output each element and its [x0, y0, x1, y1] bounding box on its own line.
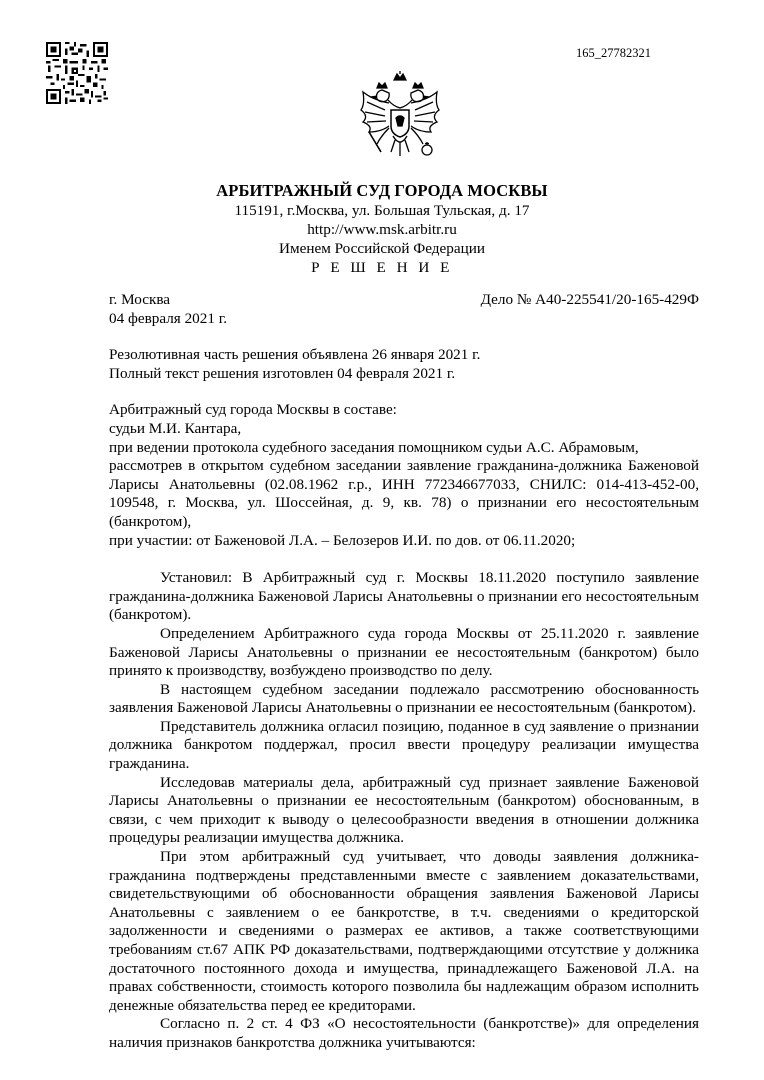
resolution-line: Резолютивная часть решения объявлена 26 января 2021 г.	[109, 346, 481, 364]
court-website: http://www.msk.arbitr.ru	[307, 221, 457, 238]
fulltext-line: Полный текст решения изготовлен 04 февраля 2021 г.	[109, 364, 456, 382]
paragraph: Исследовав материалы дела, арбитражный суд признает заявление Баженовой Ларисы Анатольевны о признании ее несостоятельным (банкротом) обоснованным, в связи, с чем приходит к выводу о целесообразности введения в отношении должника процедуры реализации имущества должника.	[109, 773, 699, 847]
city: г. Москва	[109, 291, 171, 308]
paragraph: Установил: В Арбитражный суд г. Москвы 18.11.2020 поступило заявление гражданина-должника Баженовой Ларисы Анатольевны о признании его несостоятельным (банкротом).	[109, 569, 699, 624]
paragraph: В настоящем судебном заседании подлежало рассмотрению обоснованность заявления Баженовой Ларисы Анатольевны о признании ее несостоятельным (банкротом).	[109, 680, 699, 717]
court-address: 115191, г.Москва, ул. Большая Тульская, д. 17	[234, 202, 530, 219]
city-case-row	[109, 291, 699, 310]
decision-date: 04 февраля 2021 г.	[109, 309, 228, 327]
composition-line: рассмотрев в открытом судебном заседании заявление гражданина-должника Баженовой Ларисы Анатольевны (02.08.1962 г.р., ИНН 772346677033, СНИЛС: 014-413-452-00, 109548, г. Москва, ул. Шоссейная, д. 9, кв. 78) о признании его несостоятельным (банкротом),	[109, 457, 699, 530]
paragraph: Согласно п. 2 ст. 4 ФЗ «О несостоятельности (банкротстве)» для определения наличия признаков банкротства должника учитываются:	[109, 1015, 699, 1051]
decision-title: Р Е Ш Е Н И Е	[311, 259, 453, 276]
paragraph: При этом арбитражный суд учитывает, что доводы заявления должника-гражданина подтверждены представленными вместе с заявлением доказательствами, свидетельствующими об обоснованности обращения заявления Баженовой Ларисы Анатольевны с заявлением о ее банкротстве, в т.ч. сведениями о кредиторской задолженности и сведениями о размерах ее активов, а также соответствующими требованиям ст.67 АПК РФ доказательствами, подтверждающими отсутствие у должника достаточного постоянного дохода и имущества, принадлежащего Баженовой Л.А. на правах собственности, стоимость которого позволила бы надлежащим образом исполнить денежные обязательства перед ее кредиторами.	[109, 848, 699, 1014]
court-name: АРБИТРАЖНЫЙ СУД ГОРОДА МОСКВЫ	[216, 181, 548, 200]
composition-line: Арбитражный суд города Москвы в составе:	[109, 401, 397, 419]
case-number: Дело № А40-225541/20-165-429Ф	[480, 291, 699, 308]
composition-line: при участии: от Баженовой Л.А. – Белозеров И.И. по дов. от 06.11.2020;	[109, 531, 576, 549]
composition-line: при ведении протокола судебного заседания помощником судьи А.С. Абрамовым,	[109, 438, 639, 456]
court-header	[0, 181, 764, 277]
paragraph: Представитель должника огласил позицию, поданное в суд заявление о признании должника банкротом поддержал, просил ввести процедуру реализации имущества гражданина.	[109, 717, 699, 773]
paragraph: Определением Арбитражного суда города Москвы от 25.11.2020 г. заявление Баженовой Ларисы Анатольевны о признании ее несостоятельным (банкротом) было принято к производству, возбуждено производство по делу.	[109, 624, 699, 680]
russian-coat-of-arms-icon	[355, 70, 445, 170]
composition-line: судьи М.И. Кантара,	[109, 419, 242, 437]
qr-code-icon	[46, 42, 108, 104]
document-id: 165_27782321	[576, 46, 651, 60]
document-body	[109, 291, 699, 1053]
in-name-line: Именем Российской Федерации	[279, 240, 485, 257]
